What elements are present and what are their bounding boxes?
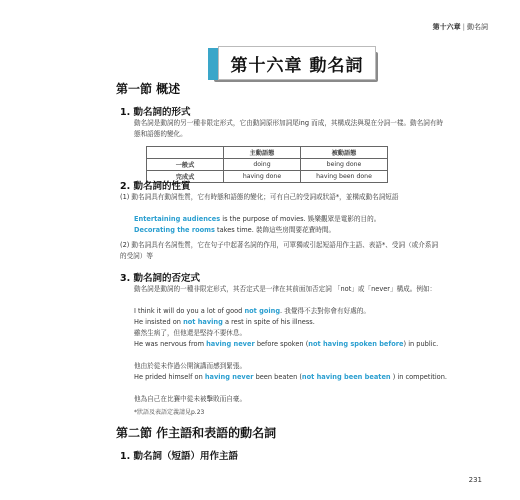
sub3-example4-zh: 他為自己在比賽中從未被擊敗而自豪。 — [134, 395, 247, 403]
section2-sub1-heading: 1. 動名詞（短語）用作主語 — [120, 451, 239, 462]
page-number: 231 — [468, 476, 482, 484]
sub2-item2: (2) 動名詞具有名詞性質，它在句子中起著名詞的作用，可單獨或引起短語用作主語、表語*、受詞（或介系詞的受詞）等 — [120, 241, 439, 260]
sub3-example2: He insisted on not having a rest in spite of his illness. — [134, 318, 315, 326]
table-header-row: 主動語態 被動語態 — [147, 147, 388, 159]
footnote: *狀語及表語定義請見p.23 — [134, 409, 205, 416]
sub3-text: 動名詞是動詞的一種非限定形式，其否定式是一律在其前面加否定詞 「not」或「never」構成。例如： — [134, 285, 437, 293]
running-head-chapter: 第十六章 — [432, 23, 461, 31]
book-page — [18, 8, 508, 492]
sub3-heading: 3. 動名詞的否定式 — [120, 273, 201, 284]
sub2-example1: Entertaining audiences is the purpose of movies. 娛樂觀眾是電影的目的。 — [134, 215, 381, 223]
sub2-heading: 2. 動名詞的性質 — [120, 181, 191, 192]
sub3-example4: He prided himself on having never been beaten (not having been beaten ) in competition. — [134, 373, 447, 381]
sub2-item1: (1) 動名詞具有動詞性質，它有時態和語態的變化；可有自己的受詞或狀語*，並構成動名詞短語 — [120, 193, 399, 201]
sub1-text: 動名詞是動詞的另一種非限定形式，它由動詞原形加詞尾ing 而成，其構成法與現在分詞一樣。動名詞有時態和語態的變化。 — [134, 119, 444, 138]
sub3-example3-zh: 他由於從未作過公開演講而感到緊張。 — [134, 362, 247, 370]
chapter-title: 第十六章 動名詞 — [218, 46, 376, 80]
table-row: 一般式 doing being done — [147, 159, 388, 171]
section2-heading: 第二節 作主語和表語的動名詞 — [116, 426, 277, 440]
sub3-example1: I think it will do you a lot of good not going. 我覺得不去對你會有好處的。 — [134, 307, 370, 315]
section1-heading: 第一節 概述 — [116, 82, 181, 96]
running-head: 第十六章 | 動名詞 — [432, 23, 488, 31]
sub1-heading: 1. 動名詞的形式 — [120, 107, 191, 118]
sub3-example2-zh: 雖然生病了，但他還是堅持不要休息。 — [134, 329, 247, 337]
running-head-title: 動名詞 — [467, 23, 488, 31]
table-row: 完成式 having done having been done — [147, 171, 388, 183]
chapter-banner — [208, 46, 388, 84]
sub3-example3: He was nervous from having never before spoken (not having spoken before) in public. — [134, 340, 439, 348]
sub2-example2: Decorating the rooms takes time. 裝飾這些房間要花費時間。 — [134, 226, 336, 234]
